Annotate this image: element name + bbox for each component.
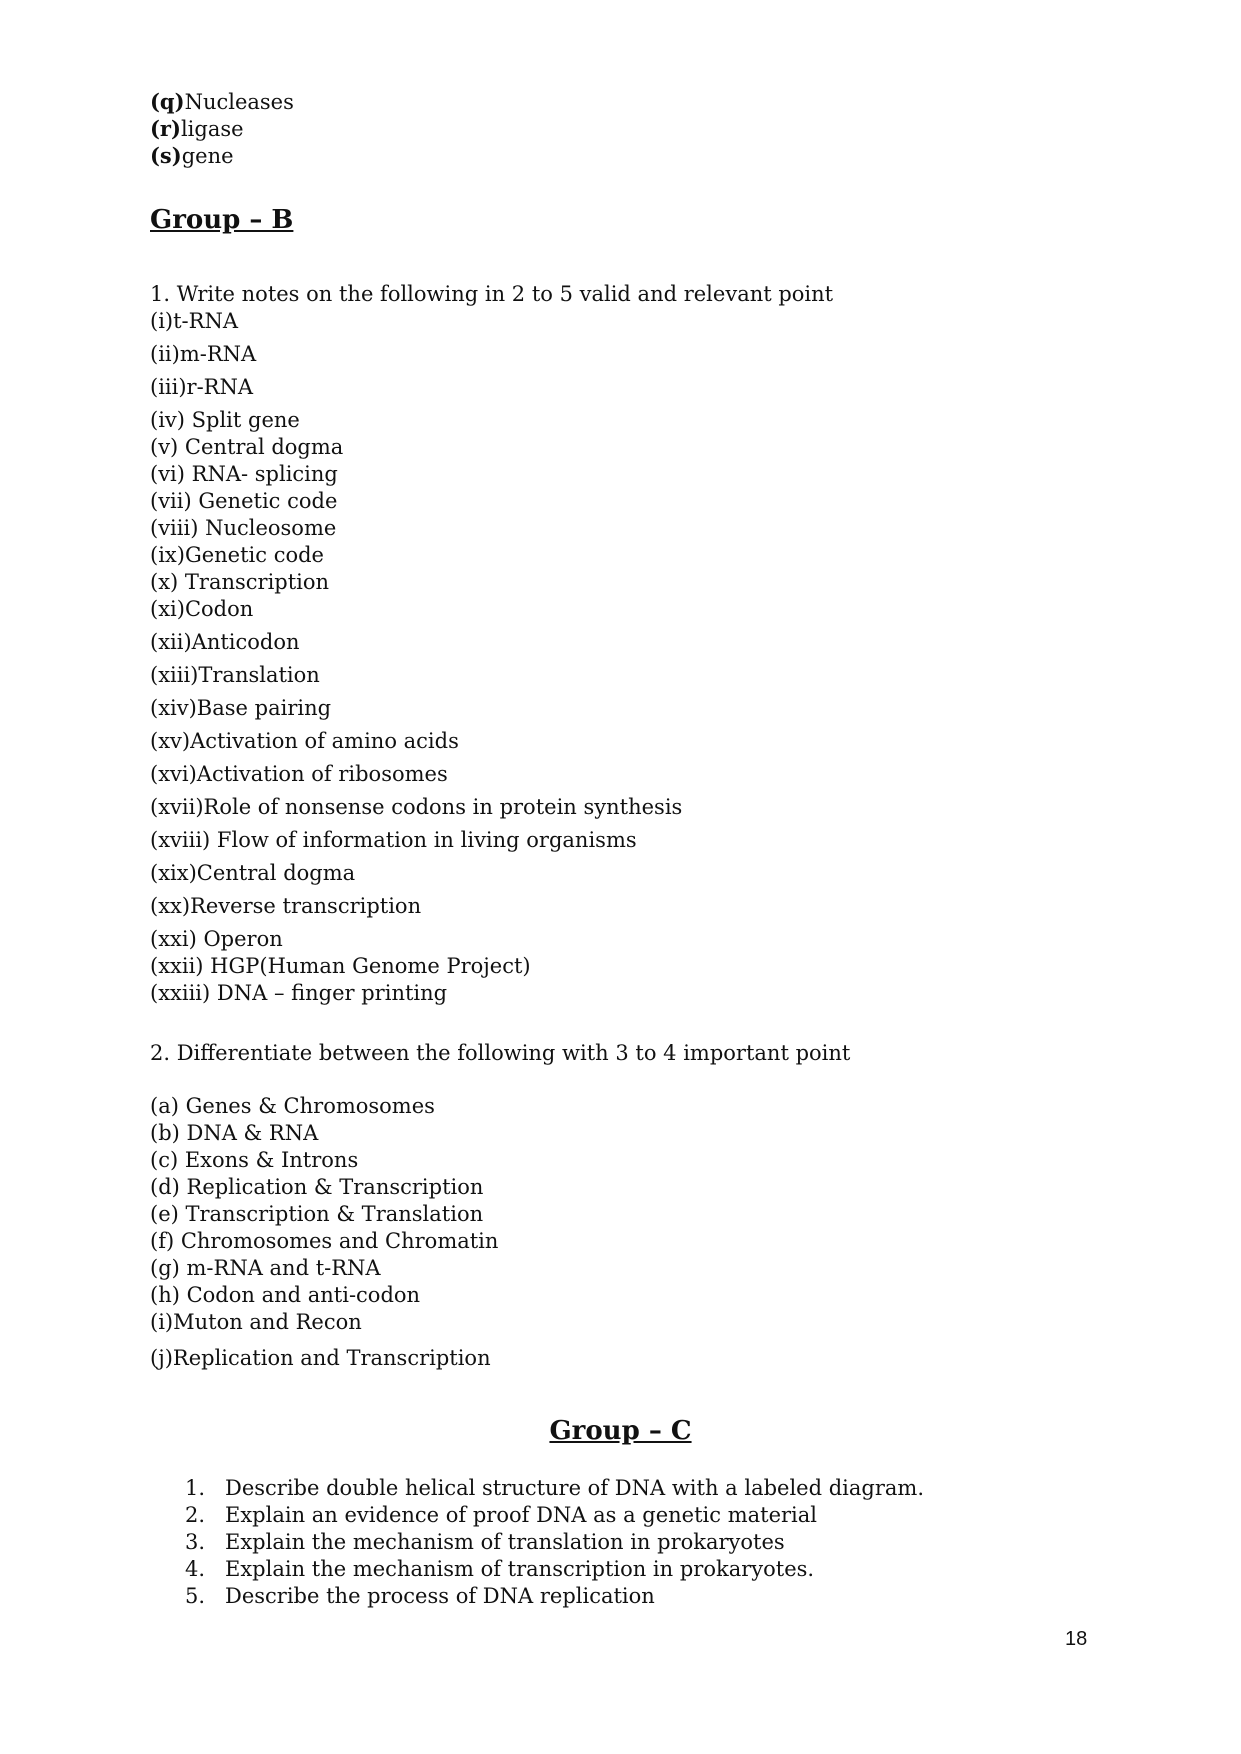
list-item: 2. Explain an evidence of proof DNA as a genetic material: [184, 1503, 817, 1527]
list-item: (h) Codon and anti-codon: [150, 1283, 421, 1307]
group-b-heading: Group – B: [150, 205, 294, 235]
list-item: (xix)Central dogma: [150, 861, 356, 885]
carryover-item: (q)Nucleases: [150, 89, 294, 114]
carryover-item: (r)ligase: [150, 116, 244, 141]
list-item: (viii) Nucleosome: [150, 516, 337, 540]
question-1-prompt: 1. Write notes on the following in 2 to 5 valid and relevant point: [150, 282, 834, 306]
list-item: (b) DNA & RNA: [150, 1121, 319, 1145]
list-item: (vi) RNA- splicing: [150, 462, 338, 486]
list-item: 5. Describe the process of DNA replication: [184, 1584, 655, 1608]
list-item: (xv)Activation of amino acids: [150, 729, 459, 753]
list-item: (xxiii) DNA – finger printing: [150, 981, 448, 1005]
list-item: (j)Replication and Transcription: [150, 1346, 491, 1370]
page-number: 18: [1065, 1628, 1088, 1650]
list-item: (v) Central dogma: [150, 435, 344, 459]
list-item: 4. Explain the mechanism of transcription in prokaryotes.: [184, 1557, 815, 1581]
list-item: (xi)Codon: [150, 597, 254, 621]
list-item: (vii) Genetic code: [150, 489, 338, 513]
list-item: 3. Explain the mechanism of translation in prokaryotes: [184, 1530, 785, 1554]
list-item: (a) Genes & Chromosomes: [150, 1094, 435, 1118]
list-item: (ix)Genetic code: [150, 543, 324, 567]
list-item: (e) Transcription & Translation: [150, 1202, 484, 1226]
list-item: (ii)m-RNA: [150, 342, 257, 366]
list-item: (xviii) Flow of information in living organisms: [150, 828, 637, 852]
question-2-prompt: 2. Differentiate between the following with 3 to 4 important point: [150, 1041, 851, 1065]
list-item: (xiii)Translation: [150, 663, 320, 687]
list-item: (iv) Split gene: [150, 408, 300, 432]
list-item: (xvi)Activation of ribosomes: [150, 762, 448, 786]
list-item: (xx)Reverse transcription: [150, 894, 422, 918]
list-item: (i)t-RNA: [150, 309, 238, 333]
list-item: (xiv)Base pairing: [150, 696, 332, 720]
list-item: (x) Transcription: [150, 570, 330, 594]
list-item: (xxi) Operon: [150, 927, 283, 951]
list-item: (xvii)Role of nonsense codons in protein synthesis: [150, 795, 683, 819]
list-item: (xxii) HGP(Human Genome Project): [150, 954, 531, 978]
list-item: (f) Chromosomes and Chromatin: [150, 1229, 499, 1253]
list-item: (d) Replication & Transcription: [150, 1175, 484, 1199]
list-item: (xii)Anticodon: [150, 630, 300, 654]
carryover-item: (s)gene: [150, 143, 234, 168]
list-item: (i)Muton and Recon: [150, 1310, 362, 1334]
group-c-heading: Group – C: [549, 1416, 692, 1446]
list-item: (iii)r-RNA: [150, 375, 254, 399]
list-item: (c) Exons & Introns: [150, 1148, 359, 1172]
list-item: 1. Describe double helical structure of DNA with a labeled diagram.: [184, 1476, 924, 1500]
list-item: (g) m-RNA and t-RNA: [150, 1256, 381, 1280]
